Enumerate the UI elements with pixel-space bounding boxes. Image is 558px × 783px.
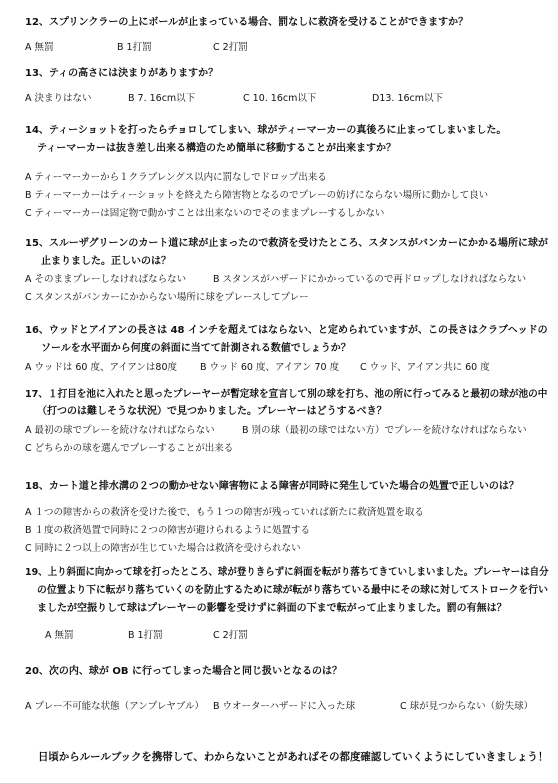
question-14-text-line2: ティーマーカーは抜き差し出来る構造のため簡単に移動することが出来ますか？ — [37, 143, 396, 154]
q19-option-b: B 1打罰 — [128, 630, 163, 641]
question-16-text-line1: 16、ウッドとアイアンの長さは 48 インチを超えてはならない、と定められていますが、この長さはクラブヘッドの — [25, 325, 548, 336]
q15-option-c: C スタンスがバンカーにかからない場所に球をプレースしてプレー — [25, 292, 309, 303]
q13-option-d: D13. 16cm以下 — [372, 93, 444, 104]
q13-option-a: A 決まりはない — [25, 93, 92, 104]
question-19-text-line2: の位置より下に転がり落ちていくのを防止するために球が転がり落ちている最中にその球に対してストロークを行い — [37, 585, 548, 596]
q18-option-c: C 同時に２つ以上の障害が生じていた場合は救済を受けられない — [25, 543, 301, 554]
q16-option-a: A ウッドは 60 度、アイアンは80度 — [25, 362, 178, 373]
closing-message: 日頃からルールブックを携帯して、わからないことがあればその都度確認していくようにしていきましょう！ — [38, 751, 549, 763]
q12-option-a: A 無罰 — [25, 42, 54, 53]
question-20-text: 20、次の内、球が OB に行ってしまった場合と同じ扱いとなるのは？ — [25, 666, 343, 677]
q19-option-c: C 2打罰 — [213, 630, 248, 641]
q20-option-a: A プレー不可能な状態（アンプレヤブル） — [25, 701, 204, 712]
question-18-text: 18、カート道と排水溝の２つの動かせない障害物による障害が同時に発生していた場合の処置で正しいのは？ — [25, 481, 519, 492]
q13-option-b: B 7. 16cm以下 — [128, 93, 196, 104]
q12-option-b: B 1打罰 — [117, 42, 152, 53]
q18-option-a: A １つの障害からの救済を受けた後で、もう１つの障害が残っていれば新たに救済処置を取る — [25, 507, 424, 518]
question-17-text-line1: 17、１打目を池に入れたと思ったプレーヤーが暫定球を宣言して別の球を打ち、池の所に行ってみると最初の球が池の中 — [25, 389, 548, 400]
question-17-text-line2: （打つのは難しそうな状況）で見つかりました。プレーヤーはどうするべき？ — [37, 406, 387, 417]
question-13-text: 13、ティの高さには決まりがありますか？ — [25, 68, 219, 79]
q14-option-a: A ティーマーカーから１クラブレングス以内に罰なしでドロップ出来る — [25, 172, 327, 183]
question-15-text-line2: 止まりました。正しいのは？ — [41, 256, 171, 267]
q20-option-b: B ウオーターハザードに入った球 — [213, 701, 356, 712]
question-19-text-line1: 19、上り斜面に向かって球を打ったところ、球が登りきらずに斜面を転がり落ちてきていしまいました。プレーヤーは自分 — [25, 567, 549, 578]
q17-option-a: A 最初の球でプレーを続けなければならない — [25, 425, 215, 436]
q12-option-c: C 2打罰 — [213, 42, 248, 53]
q16-option-b: B ウッド 60 度、アイアン 70 度 — [200, 362, 340, 373]
q15-option-b: B スタンスがハザードにかかっているので再ドロップしなければならない — [213, 274, 527, 285]
q17-option-b: B 別の球（最初の球ではない方）でプレーを続けなければならない — [242, 425, 527, 436]
question-14-text-line1: 14、ティーショットを打ったらチョロしてしまい、球がティーマーカーの真後ろに止まってしまいました。 — [25, 125, 507, 136]
q17-option-c: C どちらかの球を選んでプレーすることが出来る — [25, 443, 234, 454]
question-15-text-line1: 15、スルーザグリーンのカート道に球が止まったので救済を受けたところ、スタンスがバンカーにかかる場所に球が — [25, 238, 549, 249]
q18-option-b: B １度の救済処置で同時に２つの障害が避けられるように処置する — [25, 525, 311, 536]
q14-option-c: C ティーマーカーは固定物で動かすことは出来ないのでそのままプレーするしかない — [25, 208, 385, 219]
q14-option-b: B ティーマーカーはティーショットを終えたら障害物となるのでプレーの妨げにならない場所に動かして良い — [25, 190, 489, 201]
q15-option-a: A そのままプレーしなければならない — [25, 274, 187, 285]
question-19-text-line3: ましたが空振りして球はプレーヤーの影響を受けずに斜面の下まで転がって止まりました。罰の有無は？ — [37, 603, 507, 614]
q13-option-c: C 10. 16cm以下 — [243, 93, 317, 104]
question-12-text: 12、スプリンクラーの上にボールが止まっている場合、罰なしに救済を受けることができますか？ — [25, 17, 469, 28]
q16-option-c: C ウッド、アイアン共に 60 度 — [360, 362, 490, 373]
q19-option-a: A 無罰 — [45, 630, 74, 641]
q20-option-c: C 球が見つからない（紛失球） — [400, 701, 534, 712]
question-16-text-line2: ソールを水平面から何度の斜面に当てて計測される数値でしょうか？ — [41, 343, 351, 354]
